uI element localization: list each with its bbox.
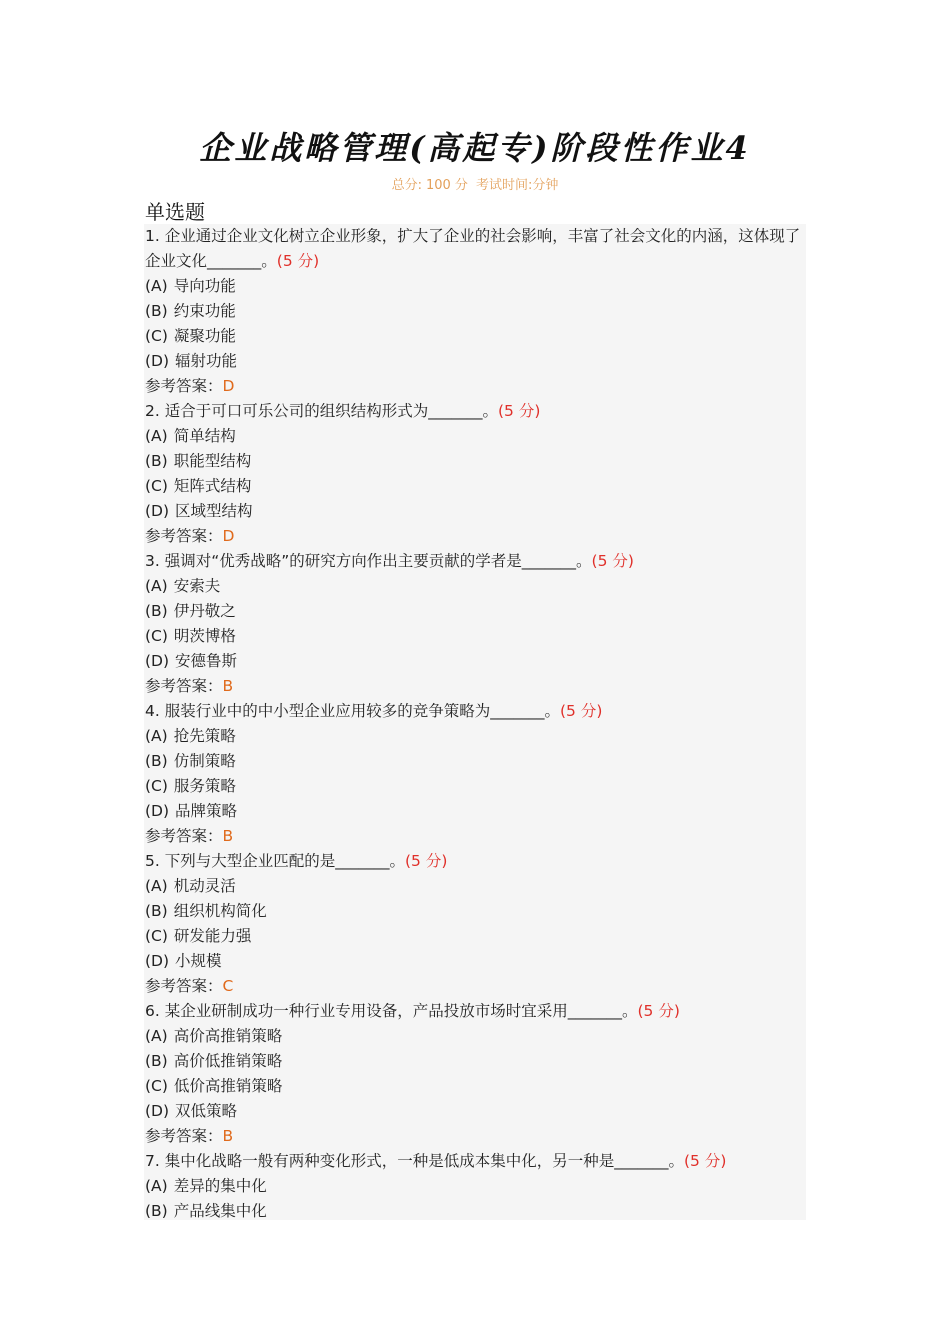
- option-c: [144, 624, 806, 649]
- question-stem: [144, 1149, 806, 1174]
- option-text: 矩阵式结构: [173, 477, 252, 495]
- option-letter: (C): [145, 327, 168, 345]
- exam-time-label: 考试时间:分钟: [475, 178, 559, 193]
- option-text: 明茨博格: [173, 627, 236, 645]
- reference-answer: [144, 374, 806, 399]
- answer-value: C: [222, 977, 234, 995]
- option-a: [144, 1024, 806, 1049]
- option-text: 研发能力强: [173, 927, 252, 945]
- option-text: 伊丹敬之: [173, 602, 236, 620]
- option-text: 机动灵活: [173, 877, 236, 895]
- question-score: (5 分): [498, 402, 541, 420]
- answer-label: 参考答案：: [145, 377, 223, 395]
- option-text: 安索夫: [173, 577, 221, 595]
- question-text: 服装行业中的中小型企业应用较多的竞争策略为_______。: [164, 702, 560, 720]
- answer-value: B: [222, 1127, 234, 1145]
- option-a: [144, 424, 806, 449]
- reference-answer: [144, 824, 806, 849]
- question-5: [144, 849, 806, 999]
- option-letter: (B): [145, 602, 168, 620]
- answer-label: 参考答案：: [145, 677, 223, 695]
- question-text: 强调对“优秀战略”的研究方向作出主要贡献的学者是_______。: [164, 552, 592, 570]
- question-1: [144, 224, 806, 399]
- question-number: 7.: [145, 1152, 160, 1170]
- option-a: [144, 274, 806, 299]
- option-b: [144, 1199, 806, 1220]
- option-letter: (B): [145, 452, 168, 470]
- option-c: [144, 774, 806, 799]
- reference-answer: [144, 974, 806, 999]
- option-c: [144, 924, 806, 949]
- option-text: 高价高推销策略: [173, 1027, 283, 1045]
- option-c: [144, 474, 806, 499]
- question-text: 某企业研制成功一种行业专用设备，产品投放市场时宜采用_______。: [164, 1002, 638, 1020]
- question-2: [144, 399, 806, 549]
- option-b: [144, 1049, 806, 1074]
- option-letter: (C): [145, 927, 168, 945]
- question-stem: [144, 224, 806, 274]
- question-3: [144, 549, 806, 699]
- question-score: (5 分): [684, 1152, 727, 1170]
- question-number: 6.: [145, 1002, 160, 1020]
- option-text: 凝聚功能: [173, 327, 236, 345]
- option-letter: (D): [145, 952, 170, 970]
- question-score: (5 分): [276, 252, 320, 270]
- question-6: [144, 999, 806, 1149]
- option-text: 简单结构: [173, 427, 236, 445]
- option-a: [144, 1174, 806, 1199]
- option-text: 产品线集中化: [173, 1202, 267, 1220]
- question-stem: [144, 549, 806, 574]
- option-d: [144, 649, 806, 674]
- option-c: [144, 1074, 806, 1099]
- question-stem: [144, 699, 806, 724]
- answer-value: D: [222, 527, 235, 545]
- option-letter: (C): [145, 1077, 168, 1095]
- option-letter: (C): [145, 477, 168, 495]
- option-letter: (A): [145, 1027, 168, 1045]
- answer-label: 参考答案：: [145, 527, 223, 545]
- question-number: 1.: [145, 227, 160, 245]
- option-b: [144, 599, 806, 624]
- question-score: (5 分): [405, 852, 448, 870]
- question-text: 企业通过企业文化树立企业形象，扩大了企业的社会影响，丰富了社会文化的内涵，这体现了企业文化_______。: [145, 227, 801, 270]
- option-letter: (A): [145, 577, 168, 595]
- question-4: [144, 699, 806, 849]
- answer-label: 参考答案：: [145, 1127, 223, 1145]
- option-d: [144, 499, 806, 524]
- total-score-value: 100: [426, 178, 451, 193]
- reference-answer: [144, 524, 806, 549]
- option-text: 品牌策略: [175, 802, 238, 820]
- question-stem: [144, 399, 806, 424]
- option-letter: (B): [145, 302, 168, 320]
- answer-label: 参考答案：: [145, 977, 223, 995]
- option-letter: (B): [145, 902, 168, 920]
- question-text: 下列与大型企业匹配的是_______。: [164, 852, 405, 870]
- option-text: 约束功能: [173, 302, 236, 320]
- option-text: 仿制策略: [173, 752, 236, 770]
- option-text: 服务策略: [173, 777, 236, 795]
- question-score: (5 分): [591, 552, 634, 570]
- total-score-label: 总分:: [391, 178, 422, 193]
- option-text: 双低策略: [175, 1102, 238, 1120]
- answer-value: B: [222, 677, 234, 695]
- question-stem: [144, 849, 806, 874]
- question-number: 2.: [145, 402, 160, 420]
- option-letter: (D): [145, 502, 170, 520]
- option-text: 组织机构简化: [173, 902, 267, 920]
- option-text: 低价高推销策略: [173, 1077, 283, 1095]
- option-letter: (B): [145, 1052, 168, 1070]
- question-text: 集中化战略一般有两种变化形式，一种是低成本集中化，另一种是_______。: [164, 1152, 684, 1170]
- option-b: [144, 899, 806, 924]
- option-a: [144, 724, 806, 749]
- option-letter: (C): [145, 627, 168, 645]
- reference-answer: [144, 674, 806, 699]
- question-number: 4.: [145, 702, 160, 720]
- question-number: 5.: [145, 852, 160, 870]
- answer-value: B: [222, 827, 234, 845]
- option-letter: (A): [145, 427, 168, 445]
- question-7: [144, 1149, 806, 1220]
- option-a: [144, 574, 806, 599]
- option-d: [144, 1099, 806, 1124]
- question-text: 适合于可口可乐公司的组织结构形式为_______。: [164, 402, 498, 420]
- question-list: [144, 224, 806, 1220]
- total-score-unit: 分: [454, 178, 468, 193]
- page-title: 企业战略管理(高起专)阶段性作业4: [199, 129, 751, 167]
- option-letter: (D): [145, 352, 170, 370]
- option-d: [144, 349, 806, 374]
- option-d: [144, 949, 806, 974]
- question-score: (5 分): [560, 702, 603, 720]
- option-letter: (A): [145, 877, 168, 895]
- exam-meta: [0, 176, 950, 196]
- option-d: [144, 799, 806, 824]
- section-title: 单选题: [145, 200, 205, 224]
- reference-answer: [144, 1124, 806, 1149]
- question-number: 3.: [145, 552, 160, 570]
- option-text: 小规模: [175, 952, 222, 970]
- option-b: [144, 449, 806, 474]
- option-text: 高价低推销策略: [173, 1052, 283, 1070]
- option-b: [144, 749, 806, 774]
- option-b: [144, 299, 806, 324]
- answer-value: D: [222, 377, 235, 395]
- option-text: 抢先策略: [173, 727, 236, 745]
- option-letter: (A): [145, 1177, 168, 1195]
- question-score: (5 分): [637, 1002, 680, 1020]
- option-letter: (D): [145, 802, 170, 820]
- option-text: 辐射功能: [175, 352, 238, 370]
- answer-label: 参考答案：: [145, 827, 223, 845]
- option-letter: (B): [145, 752, 168, 770]
- option-letter: (B): [145, 1202, 168, 1220]
- option-text: 职能型结构: [173, 452, 252, 470]
- question-stem: [144, 999, 806, 1024]
- option-c: [144, 324, 806, 349]
- option-text: 导向功能: [173, 277, 236, 295]
- option-text: 安德鲁斯: [175, 652, 238, 670]
- option-a: [144, 874, 806, 899]
- option-letter: (A): [145, 277, 168, 295]
- option-text: 差异的集中化: [173, 1177, 267, 1195]
- option-letter: (D): [145, 1102, 170, 1120]
- option-text: 区域型结构: [175, 502, 253, 520]
- option-letter: (A): [145, 727, 168, 745]
- option-letter: (D): [145, 652, 170, 670]
- option-letter: (C): [145, 777, 168, 795]
